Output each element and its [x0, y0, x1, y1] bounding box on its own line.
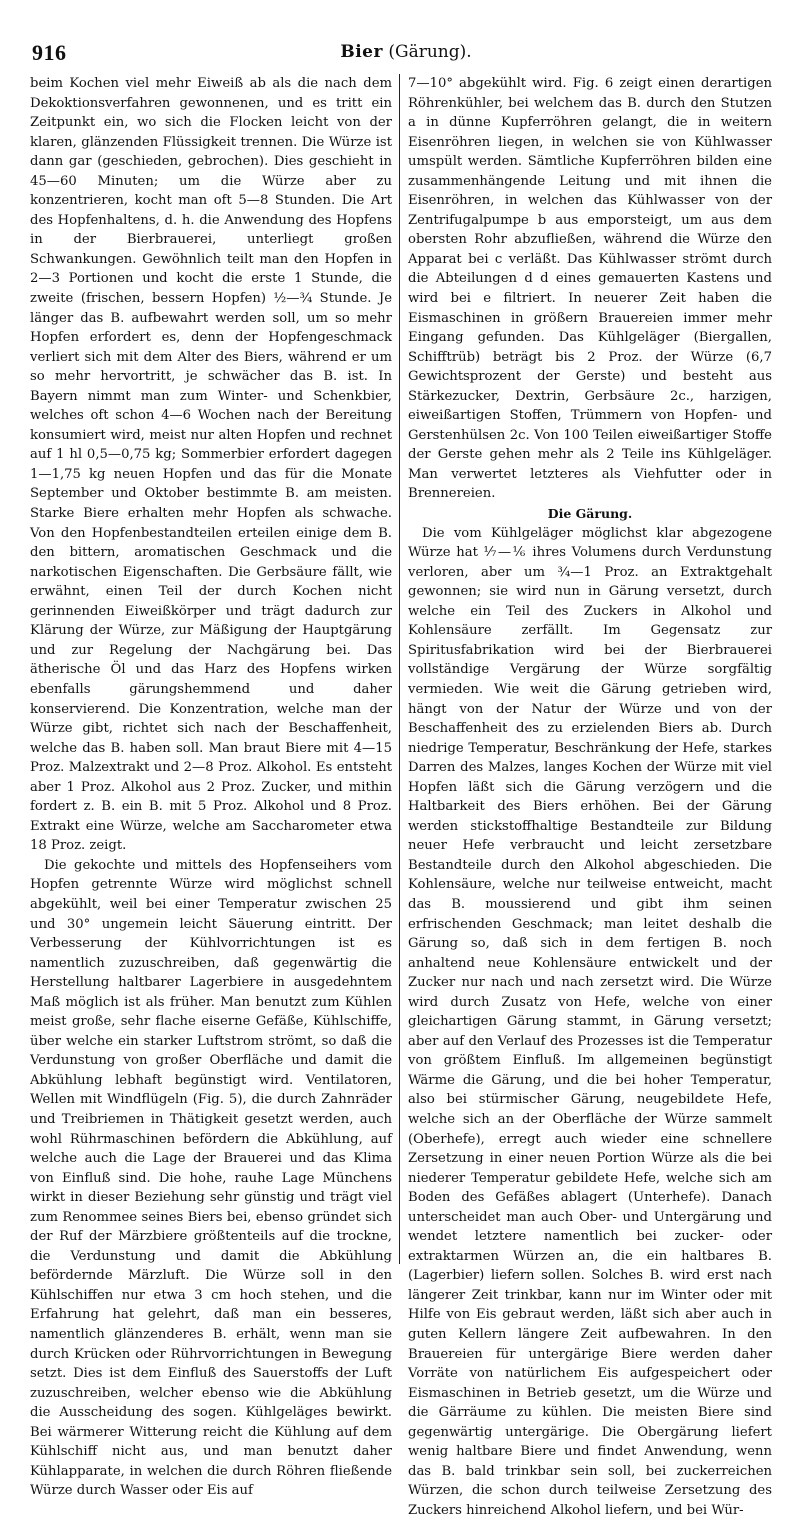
- page-number: 916: [32, 40, 67, 65]
- running-head: [32, 42, 780, 62]
- body-paragraph: Die gekochte und mittels des Hopfenseihers vom Hopfen getrennte Würze wird möglichst schnell abgekühlt, weil bei einer Temperatur zwischen 25 und 30° ungemein leicht Säuerung eintritt. Der Verbesserung der Kühlvorrichtungen ist es namentlich zuzuschreiben, daß gegenwärtig die Herstellung haltbarer Lagerbiere in ausgedehntem Maß möglich ist als früher. Man benutzt zum Kühlen meist große, sehr flache eiserne Gefäße, Kühlschiffe, über welche ein starker Luftstrom strömt, so daß die Verdunstung von großer Oberfläche und damit die Abkühlung lebhaft begünstigt wird. Ventilatoren, Wellen mit Windflügeln (Fig. 5), die durch Zahnräder und Treibriemen in Thätigkeit gesetzt werden, auch wohl Rührmaschinen befördern die Abkühlung, auf welche auch die Lage der Brauerei und das Klima von Einfluß sind. Die hohe, rauhe Lage Münchens wirkt in dieser Beziehung sehr günstig und trägt viel zum Renommee seines Biers bei, ebenso gründet sich der Ruf der Märzbiere größtenteils auf die trockne, die Verdunstung und damit die Abkühlung befördernde Märzluft. Die Würze soll in den Kühlschiffen nur etwa 3 cm hoch stehen, und die Erfahrung hat gelehrt, daß man ein besseres, namentlich glänzenderes B. erhält, wenn man sie durch Krücken oder Rührvorrichtungen in Bewegung setzt. Dies ist dem Einfluß des Sauerstoffs der Luft zuzuschreiben, welcher ebenso wie die Abkühlung die Ausscheidung des sogen. Kühlgeläges bewirkt. Bei wärmerer Witterung reicht die Kühlung auf dem Kühlschiff nicht aus, und man benutzt daher Kühlapparate, in welchen die durch Röhren fließende Würze durch Wasser oder Eis auf: [30, 857, 392, 1499]
- column-divider: [399, 74, 400, 1264]
- running-head-title: Bier: [340, 42, 383, 62]
- body-paragraph: beim Kochen viel mehr Eiweiß ab als die nach dem Dekoktionsverfahren gewonnenen, und es tritt ein Zeitpunkt ein, wo sich die Flocken leicht von der klaren, glänzenden Flüssigkeit trennen. Die Würze ist dann gar (geschieden, gebrochen). Dies geschieht in 45—60 Minuten; um die Würze aber zu konzentrieren, kocht man oft 5—8 Stunden. Die Art des Hopfenhaltens, d. h. die Anwendung des Hopfens in der Bierbrauerei, unterliegt großen Schwankungen. Gewöhnlich teilt man den Hopfen in 2—3 Portionen und kocht die erste 1 Stunde, die zweite (frischen, bessern Hopfen) ½—¾ Stunde. Je länger das B. aufbewahrt werden soll, um so mehr Hopfen erfordert es, denn der Hopfengeschmack verliert sich mit dem Alter des Biers, während er um so mehr hervortritt, je schwächer das B. ist. In Bayern nimmt man zum Winter- und Schenkbier, welches oft schon 4—6 Wochen nach der Bereitung konsumiert wird, meist nur alten Hopfen und rechnet auf 1 hl 0,5—0,75 kg; Sommerbier erfordert dagegen 1—1,75 kg neuen Hopfen und das für die Monate September und Oktober bestimmte B. am meisten. Starke Biere erhalten mehr Hopfen als schwache. Von den Hopfenbestandteilen erteilen einige dem B. den bittern, aromatischen Geschmack und die narkotischen Eigenschaften. Die Gerbsäure fällt, wie erwähnt, einen Teil der durch Kochen nicht gerinnenden Eiweißkörper und trägt dadurch zur Klärung der Würze, zur Mäßigung der Hauptgärung und zur Regelung der Nachgärung bei. Das ätherische Öl und das Harz des Hopfens wirken ebenfalls gärungshemmend und daher konservierend. Die Konzentration, welche man der Würze gibt, richtet sich nach der Beschaffenheit, welche das B. haben soll. Man braut Biere mit 4—15 Proz. Malzextrakt und 2—8 Proz. Alkohol. Es entsteht aber 1 Proz. Alkohol aus 2 Proz. Zucker, und mithin fordert z. B. ein B. mit 5 Proz. Alkohol und 8 Proz. Extrakt eine Würze, welche am Saccharometer etwa 18 Proz. zeigt.: [30, 76, 392, 854]
- right-column: [408, 74, 772, 1518]
- page-header: [32, 36, 780, 64]
- left-column: [30, 74, 392, 1499]
- running-head-subtitle: (Gärung).: [388, 42, 472, 62]
- body-paragraph: 7—10° abgekühlt wird. Fig. 6 zeigt einen derartigen Röhrenkühler, bei welchem das B. durch den Stutzen a in dünne Kupferröhren gelangt, die in weitern Eisenröhren liegen, in welchen sie von Kühlwasser umspült werden. Sämtliche Kupferröhren bilden eine zusammenhängende Leitung und mit ihnen die Eisenröhren, in welchen das Kühlwasser von der Zentrifugalpumpe b aus emporsteigt, um aus dem obersten Rohr abzufließen, während die Würze den Apparat bei c verläßt. Das Kühlwasser strömt durch die Abteilungen d d eines gemauerten Kastens und wird bei e filtriert. In neuerer Zeit haben die Eismaschinen in größern Brauereien immer mehr Eingang gefunden. Das Kühlgeläger (Biergallen, Schifftrüb) beträgt bis 2 Proz. der Würze (6,7 Gewichtsprozent der Gerste) und besteht aus Stärkezucker, Dextrin, Gerbsäure 2c., harzigen, eiweißartigen Stoffen, Trümmern von Hopfen- und Gerstenhülsen 2c. Von 100 Teilen eiweißartiger Stoffe der Gerste gehen mehr als 2 Teile ins Kühlgeläger. Man verwertet letzteres als Viehfutter oder in Brennereien.: [408, 76, 772, 502]
- section-heading: Die Gärung.: [547, 506, 633, 522]
- body-paragraph: Die vom Kühlgeläger möglichst klar abgezogene Würze hat ⅐—⅙ ihres Volumens durch Verdunstung verloren, aber um ¾—1 Proz. an Extraktgehalt gewonnen; sie wird nun in Gärung versetzt, durch welche ein Teil des Zuckers in Alkohol und Kohlensäure zerfällt. Im Gegensatz zur Spiritusfabrikation wird bei der Bierbrauerei vollständige Vergärung der Würze sorgfältig vermieden. Wie weit die Gärung getrieben wird, hängt von der Natur der Würze und von der Beschaffenheit des zu erzielenden Biers ab. Durch niedrige Temperatur, Beschränkung der Hefe, starkes Darren des Malzes, langes Kochen der Würze mit viel Hopfen läßt sich die Gärung verzögern und die Haltbarkeit des Biers erhöhen. Bei der Gärung werden stickstoffhaltige Bestandteile zur Bildung neuer Hefe verbraucht und leicht zersetzbare Bestandteile durch den Alkohol abgeschieden. Die Kohlensäure, welche nur teilweise entweicht, macht das B. moussierend und gibt ihm seinen erfrischenden Geschmack; man leitet deshalb die Gärung so, daß sich in dem fertigen B. noch anhaltend neue Kohlensäure entwickelt und der Zucker nur nach und nach zersetzt wird. Die Würze wird durch Zusatz von Hefe, welche von einer gleichartigen Gärung stammt, in Gärung versetzt; aber auf den Verlauf des Prozesses ist die Temperatur von größtem Einfluß. Im allgemeinen begünstigt Wärme die Gärung, und die bei hoher Temperatur, also bei stürmischer Gärung, neugebildete Hefe, welche sich an der Oberfläche der Würze sammelt (Oberhefe), erregt auch wieder eine schnellere Zersetzung in einer neuen Portion Würze als die bei niederer Temperatur gebildete Hefe, welche sich am Boden des Gefäßes ablagert (Unterhefe). Danach unterscheidet man auch Ober- und Untergärung und wendet letztere namentlich bei zucker- oder extraktarmen Würzen an, die ein haltbares B. (Lagerbier) liefern sollen. Solches B. wird erst nach längerer Zeit trinkbar, kann nur im Winter oder mit Hilfe von Eis gebraut werden, läßt sich aber auch in guten Kellern längere Zeit aufbewahren. In den Brauereien für untergärige Biere werden daher Vorräte von natürlichem Eis aufgespeichert oder Eismaschinen in Betrieb gesetzt, um die Würze und die Gärräume zu kühlen. Die meisten Biere sind gegenwärtig untergärige. Die Obergärung liefert wenig haltbare Biere und findet Anwendung, wenn das B. bald trinkbar sein soll, bei zuckerreichen Würzen, die schon durch teilweise Zersetzung des Zuckers hinreichend Alkohol liefern, und bei Wür-: [408, 525, 772, 1518]
